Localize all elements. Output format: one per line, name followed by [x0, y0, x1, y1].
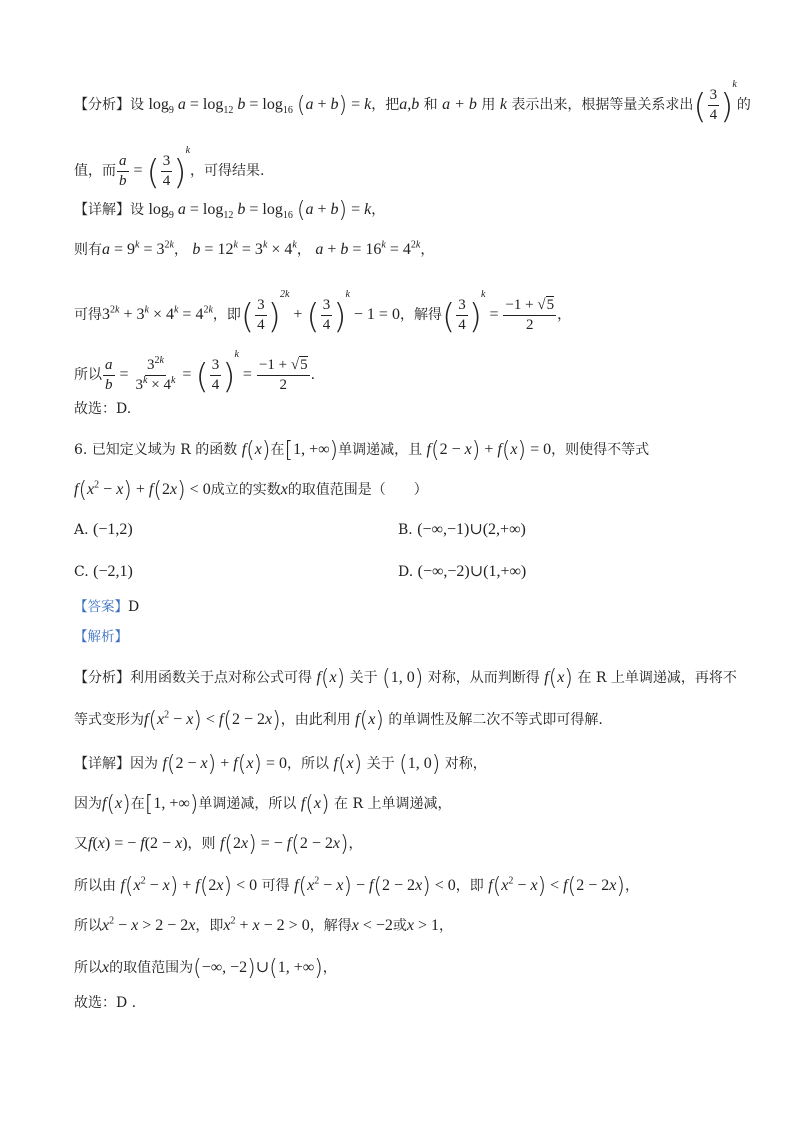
log-equation: $\log_9 a = \log_{12} b = \log_{16} (a + b) = k$ — [148, 93, 372, 118]
option-a[interactable]: A. (−1,2) — [74, 521, 133, 538]
option-b[interactable]: B. (−∞,−1)∪(2,+∞) — [398, 521, 526, 538]
analysis-tag: 【分析】 — [74, 97, 130, 113]
analysis-line-2: 值，而 $\frac{a}{b}$ = ( $\frac{3}{4}$ )$^k$，可得结果. — [74, 145, 265, 193]
solution-tag: 【解析】 — [74, 629, 128, 645]
detail2-line-1: 【详解】因为 f(2 − x) + f(x) = 0，所以 f(x) 关于 (1, 0) 对称， — [74, 752, 487, 777]
detail-line-1: 【详解】设 $\log_9 a = \log_{12} b = \log_{16} (a + b) = k$， — [74, 198, 386, 223]
detail2-choice: 故选：D . — [74, 995, 137, 1011]
option-d[interactable]: D. (−∞,−2)∪(1,+∞) — [398, 563, 527, 580]
analysis-line-1: 【分析】设 $\log_9 a = \log_{12} b = \log_{16} (a + b) = k$，把a,b 和 a + b 用 k 表示出来，根据等量关系求出( $\frac{3}{4}$ )$^k$的 — [74, 79, 751, 127]
detail2-line-3: 又f(x) = − f(2 − x)，则 f(2x) = − f(2 − 2x)， — [74, 832, 363, 857]
detail2-line-4: 所以由 $f(x^2 - x) + f(2x) < 0$ 可得 $f(x^2 - x) - f(2 - 2x) < 0$，即 $f(x^2 - x) < f(2 - 2x)$， — [74, 874, 639, 899]
analysis2-line-2: 等式变形为$f(x^2 - x) < f(2 - 2x)$，由此利用 f(x) 的单调性及解二次不等式即可得解. — [74, 708, 603, 733]
detail-tag: 【详解】 — [74, 202, 130, 218]
detail-line-3: 可得$3^{2k} + 3^k \times 4^k = 4^{2k}$，即( $\frac{3}{4}$ )$^{2k}$ + ( $\frac{3}{4}$ )$^k$ − 1 = 0，解得( $\frac{3}{4}$ )$^k$ = $\frac{-1 + √5}{2}$ ， — [74, 289, 572, 337]
solution-line — [74, 630, 128, 645]
question-6-stem-1: 6. 已知定义域为 R 的函数 f(x)在[1, +∞)单调递减，且 f(2 − x) + f(x) = 0，则使得不等式 — [74, 438, 650, 463]
question-number: 6. — [74, 442, 88, 458]
detail2-line-2: 因为f(x)在[1, +∞)单调递减，所以 f(x) 在 R 上单调递减， — [74, 792, 452, 817]
detail-line-2: 则有$a = 9^k = 3^{2k}$， $b = 12^k = 3^k \times 4^k$， $a + b = 16^k = 4^{2k}$， — [74, 239, 435, 258]
ratio-equation: $\frac{a}{b}$ = ( $\frac{3}{4}$ )$^k$ — [119, 145, 191, 193]
answer-tag: 【答案】 — [74, 599, 128, 615]
question-6-stem-2: $f(x^2 - x) + f(2x) < 0$成立的实数x的取值范围是（ ） — [74, 478, 428, 503]
analysis2-line-1: 【分析】利用函数关于点对称公式可得 f(x) 关于 (1, 0) 对称，从而判断得 f(x) 在 R 上单调递减，再将不 — [74, 666, 737, 691]
option-c[interactable]: C. (−2,1) — [74, 563, 133, 580]
detail-choice: 故选：D. — [74, 401, 132, 417]
fraction-three-quarters-k: ( $\frac{3}{4}$ )$^k$ — [693, 79, 737, 127]
detail2-line-5: 所以$x^2 - x > 2 - 2x$，即$x^2 + x - 2 > 0$，解得x < −2或x > 1， — [74, 915, 453, 934]
answer-value: D — [128, 599, 140, 615]
answer-line — [74, 600, 139, 615]
detail2-line-6: 所以x的取值范围为(−∞, −2)∪(1, +∞)， — [74, 956, 337, 981]
detail-line-4: 所以 $\frac{a}{b}$ = $\frac{3^{2k}}{3^k \times 4^k}$ = ( $\frac{3}{4}$ )$^k$ = $\frac{-1 + √5}{2}$ . — [74, 349, 316, 397]
